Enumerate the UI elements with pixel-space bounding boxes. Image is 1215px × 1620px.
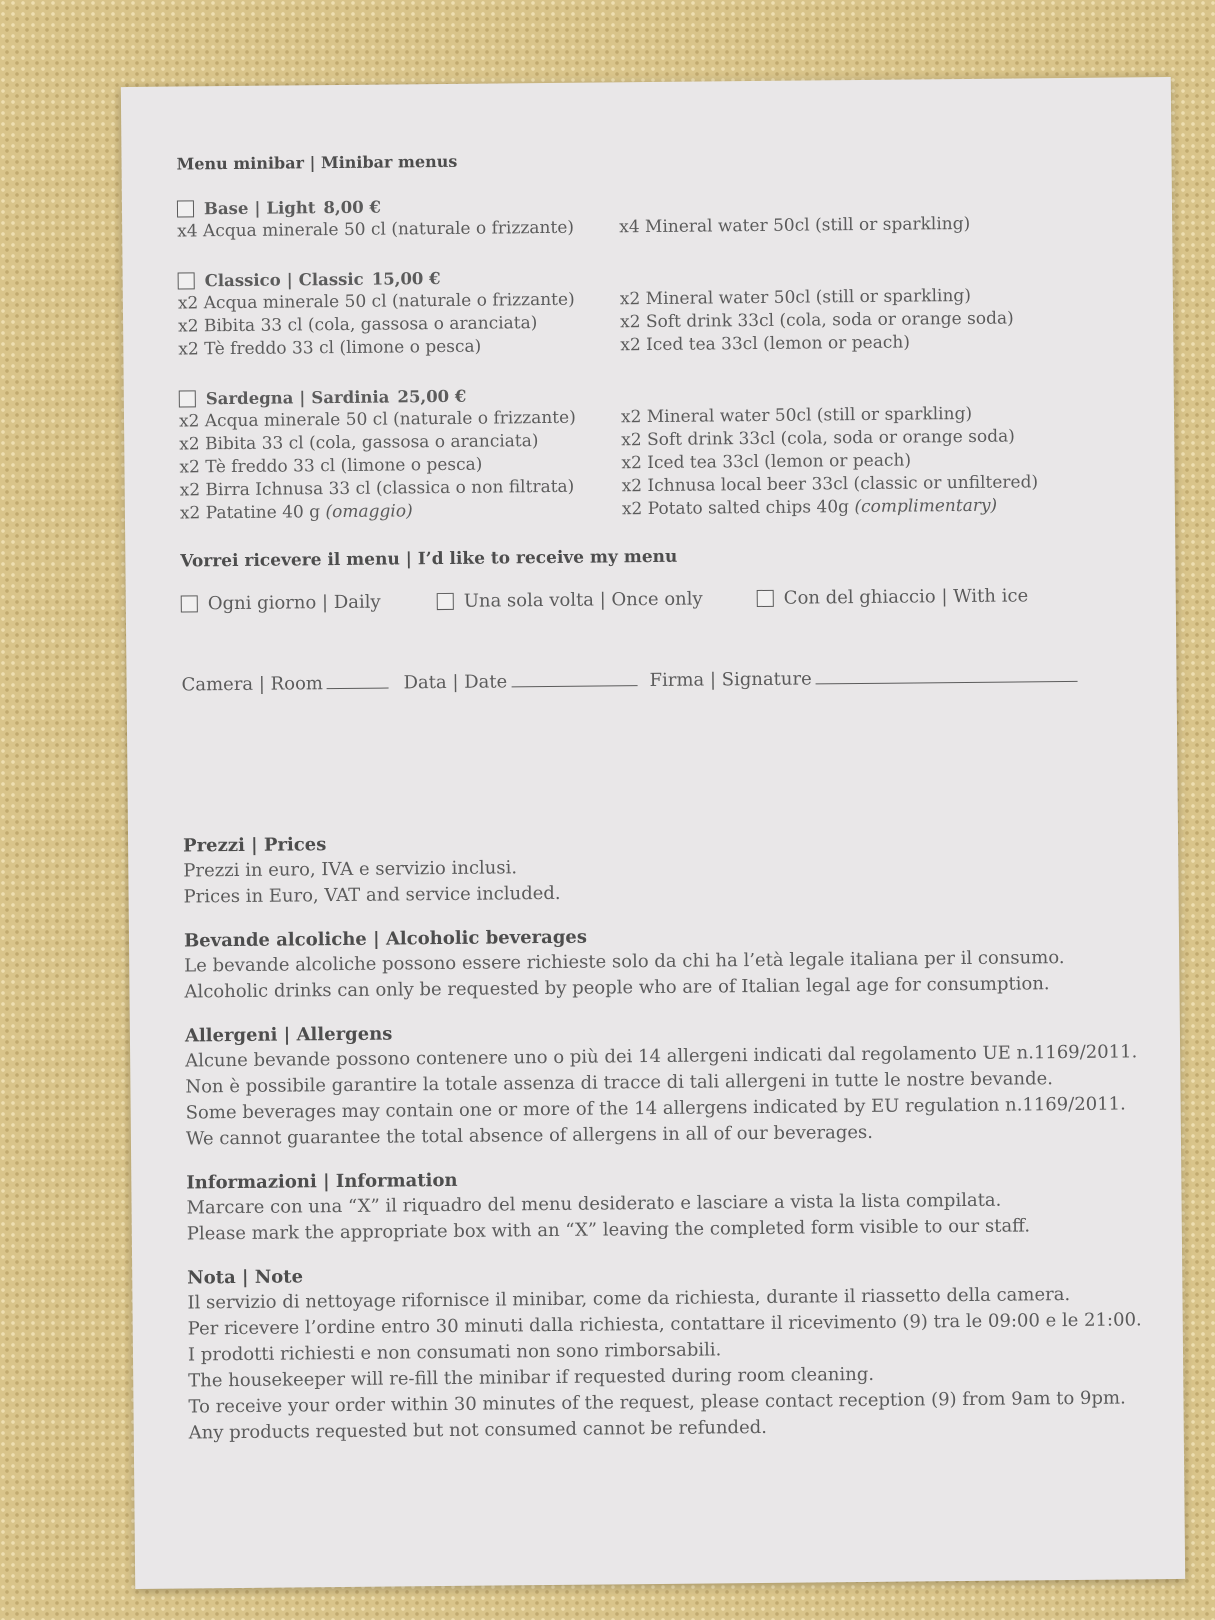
package-name-en: Light — [266, 198, 316, 218]
section-title: Informazioni | Information — [186, 1169, 458, 1194]
room-field[interactable] — [181, 672, 403, 695]
signature-field[interactable] — [649, 666, 1077, 691]
package-classic-italian — [178, 265, 621, 361]
package-item-it: x2 Patatine 40 g — [179, 502, 321, 524]
package-classic-checkbox[interactable] — [178, 272, 195, 289]
section-prices — [183, 826, 1124, 910]
section-line: Any products requested but not consumed cannot be refunded. — [188, 1416, 768, 1444]
package-item-en: x2 Soft drink 33cl (cola, soda or orange soda) — [620, 308, 1014, 333]
complimentary-note-en: (complimentary) — [854, 495, 998, 518]
package-price: 25,00 € — [397, 386, 467, 407]
option-daily-checkbox[interactable] — [181, 595, 198, 612]
section-line: Alcune bevande possono contenere uno o più dei 14 allergeni indicati dal regolamento UE n.1169/2011. — [185, 1041, 1138, 1072]
section-line: The housekeeper will re-fill the minibar if requested during room cleaning. — [188, 1363, 875, 1392]
separator: | — [254, 198, 261, 218]
option-label: Con del ghiaccio | With ice — [783, 585, 1029, 609]
option-once-checkbox[interactable] — [437, 593, 454, 610]
section-line: Prezzi in euro, IVA e servizio inclusi. — [183, 857, 518, 882]
package-price: 8,00 € — [323, 197, 381, 218]
package-base-checkbox[interactable] — [177, 200, 194, 217]
date-field[interactable] — [403, 670, 649, 693]
option-once-only[interactable] — [437, 588, 757, 612]
form-fields — [181, 665, 1121, 695]
package-item-en: x2 Mineral water 50cl (still or sparkling) — [620, 403, 973, 428]
package-item-en: x2 Ichnusa local beer 33cl (classic or unfiltered) — [621, 472, 1039, 497]
option-with-ice[interactable] — [757, 585, 1029, 609]
package-item-en: x2 Soft drink 33cl (cola, soda or orange soda) — [621, 426, 1015, 451]
option-label: Una sola volta | Once only — [463, 588, 703, 612]
receive-title: Vorrei ricevere il menu | I’d like to receive my menu — [180, 546, 678, 572]
separator: | — [286, 270, 293, 290]
section-line: Marcare con una “X” il riquadro del menu desiderato e lasciare a vista la lista compilata. — [186, 1189, 1002, 1219]
section-title: Nota | Note — [187, 1266, 304, 1289]
package-name-en: Classic — [298, 269, 364, 290]
package-item-it: x2 Birra Ichnusa 33 cl (classica o non filtrata) — [179, 476, 575, 501]
option-ice-checkbox[interactable] — [757, 590, 774, 607]
package-sardinia-english — [621, 379, 1120, 522]
separator: | — [299, 388, 306, 408]
package-item-en-with-note — [622, 494, 1120, 522]
package-item-it: x2 Tè freddo 33 cl (limone o pesca) — [178, 336, 482, 360]
section-title: Bevande alcoliche | Alcoholic beverages — [183, 926, 588, 952]
section-allergens — [184, 1016, 1138, 1152]
package-item-it-with-note — [180, 498, 622, 525]
package-base-english — [619, 189, 1117, 240]
section-line: Le bevande alcoliche possono essere richieste solo da chi ha l’età legale italiana per il consumo. — [184, 947, 1065, 977]
package-item-it: x2 Acqua minerale 50 cl (naturale o frizzante) — [177, 289, 575, 314]
option-daily[interactable] — [181, 591, 437, 614]
package-item-it: x2 Tè freddo 33 cl (limone o pesca) — [179, 454, 483, 478]
section-line: Prices in Euro, VAT and service included. — [183, 882, 561, 908]
date-label: Data | Date — [403, 671, 508, 694]
package-item-en: x4 Mineral water 50cl (still or sparkling) — [619, 213, 971, 238]
menu-title: Menu minibar | Minibar menus — [176, 151, 458, 174]
package-base — [177, 189, 1117, 244]
date-line[interactable] — [511, 684, 637, 687]
package-price: 15,00 € — [371, 269, 441, 289]
package-base-italian — [177, 193, 619, 243]
receive-options — [181, 584, 1121, 614]
room-label: Camera | Room — [181, 673, 324, 696]
section-information — [186, 1163, 1127, 1247]
package-sardinia-italian — [179, 383, 622, 525]
package-sardinia — [179, 379, 1120, 526]
package-sardinia-checkbox[interactable] — [179, 390, 196, 407]
section-alcohol — [184, 921, 1125, 1005]
package-item-en: x2 Iced tea 33cl (lemon or peach) — [620, 332, 911, 356]
package-item-en: x2 Mineral water 50cl (still or sparkling) — [619, 285, 972, 310]
package-item-it: x2 Bibita 33 cl (cola, gassosa o aranciata) — [178, 313, 538, 337]
package-name-it: Classico — [204, 270, 281, 291]
section-line: Alcoholic drinks can only be requested by people who are of Italian legal age for consumption. — [184, 973, 1050, 1003]
complimentary-note-it: (omaggio) — [325, 501, 413, 523]
section-line: Non è possibile garantire la totale assenza di tracce di tali allergeni in tutte le nostre bevande. — [185, 1068, 1054, 1098]
section-title: Allergeni | Allergens — [184, 1023, 393, 1047]
package-name-it: Sardegna — [205, 388, 294, 409]
package-item-it: x4 Acqua minerale 50 cl (naturale o frizzante) — [177, 217, 575, 242]
section-note — [187, 1258, 1142, 1446]
section-title: Prezzi | Prices — [183, 834, 327, 857]
package-item-en: x2 Iced tea 33cl (lemon or peach) — [621, 450, 912, 474]
section-line: Per ricevere l’ordine entro 30 minuti dalla richiesta, contattare il ricevimento (9) tra le 09:00 e le 21:00. — [187, 1309, 1142, 1340]
section-line: I prodotti richiesti e non consumati non sono rimborsabili. — [187, 1339, 722, 1366]
section-line: We cannot guarantee the total absence of allergens in all of our beverages. — [185, 1121, 874, 1150]
section-line: Il servizio di nettoyage rifornisce il minibar, come da richiesta, durante il riassetto della camera. — [187, 1284, 1071, 1314]
package-item-en: x2 Potato salted chips 40g — [621, 497, 850, 520]
signature-line[interactable] — [816, 680, 1078, 685]
room-line[interactable] — [327, 687, 389, 690]
package-name-it: Base — [203, 198, 249, 219]
signature-label: Firma | Signature — [649, 668, 812, 692]
section-line: Please mark the appropriate box with an “X” leaving the completed form visible to our staff. — [186, 1215, 1031, 1245]
package-item-it: x2 Bibita 33 cl (cola, gassosa o aranciata) — [179, 431, 539, 455]
package-classic-english — [620, 261, 1119, 358]
form-content — [176, 146, 1142, 1467]
package-classic — [178, 261, 1119, 362]
option-label: Ogni giorno | Daily — [207, 591, 381, 615]
package-name-en: Sardinia — [311, 387, 390, 408]
section-line: To receive your order within 30 minutes of the request, please contact reception (9) from 9am to 9pm. — [188, 1387, 1126, 1418]
section-line: Some beverages may contain one or more of the 14 allergens indicated by EU regulation n.1169/2011. — [185, 1093, 1126, 1124]
minibar-form-sheet — [121, 77, 1185, 1589]
package-item-it: x2 Acqua minerale 50 cl (naturale o frizzante) — [178, 407, 576, 432]
